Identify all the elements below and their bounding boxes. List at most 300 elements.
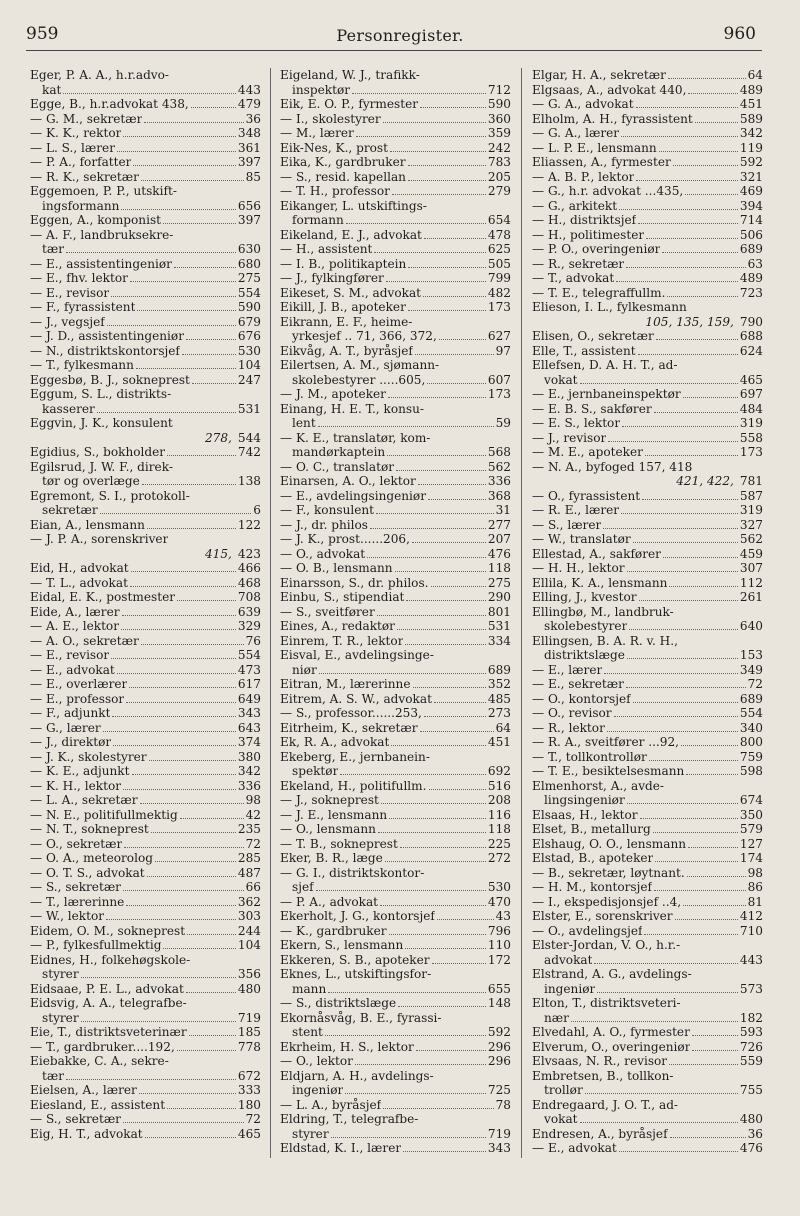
page-reference: 726 (739, 1039, 763, 1054)
register-entry (532, 706, 763, 721)
entry-text: — O. B., lensmann (280, 561, 393, 575)
entry-text: — G., h.r. advokat ...435, (532, 184, 684, 198)
entry-text: — H. M., kontorsjef (532, 880, 652, 894)
entry-text: — E., advokat (532, 1141, 617, 1155)
dot-leader (131, 571, 236, 572)
page-reference: 343 (237, 706, 261, 720)
page-reference: 778 (237, 1039, 261, 1054)
dot-leader (692, 1050, 737, 1051)
dot-leader (431, 586, 486, 587)
entry-text: — O., advokat (280, 546, 366, 561)
page-reference: 36 (245, 111, 261, 126)
entry-text: — O. A., meteorolog (30, 851, 153, 865)
dot-leader (627, 658, 738, 659)
page-reference: 374 (237, 735, 261, 749)
dot-leader (388, 397, 486, 398)
entry-text: Eines, A., redaktør (280, 619, 395, 633)
dot-leader (692, 1035, 738, 1036)
page-reference: 489 (739, 82, 763, 97)
dot-leader (112, 716, 235, 717)
entry-text: — T. H., professor (280, 184, 390, 198)
register-entry (280, 1127, 511, 1142)
entry-text: Eggvin, J. K., konsulent (30, 416, 173, 430)
dot-leader (144, 122, 243, 123)
page-reference: 697 (739, 387, 763, 401)
register-entry (280, 938, 511, 953)
dot-leader (121, 209, 236, 210)
register-entry (532, 242, 763, 257)
entry-text: — L. S., lærer (30, 140, 115, 155)
dot-leader (129, 687, 236, 688)
register-entry (532, 1127, 763, 1142)
register-entry (532, 924, 763, 939)
entry-text: advokat (544, 952, 593, 967)
entry-text: — E. B. S., sakfører (532, 401, 652, 416)
entry-text: Elstad, B., apoteker (532, 851, 654, 865)
page-reference: 654 (487, 213, 511, 227)
register-entry (30, 1054, 261, 1069)
entry-text: — G., lærer (30, 720, 101, 735)
entry-text: ingsformann (42, 198, 120, 213)
register-entry (30, 445, 261, 460)
register-entry (280, 1054, 511, 1069)
entry-text: formann (292, 213, 344, 227)
dot-leader (427, 383, 486, 384)
entry-text: Eitrheim, K., sekretær (280, 720, 418, 735)
entry-text: kat (42, 82, 62, 97)
entry-text: — O., revisor (532, 706, 612, 720)
dot-leader (429, 789, 486, 790)
entry-text: — J., sokneprest (280, 793, 379, 807)
page-reference: 568 (487, 445, 511, 459)
page-reference: 261 (739, 590, 763, 604)
register-entry (30, 141, 261, 156)
entry-text: — K. E., translatør, kom- (280, 430, 431, 445)
page-reference: 723 (739, 285, 763, 300)
register-entry (30, 735, 261, 750)
register-entry (532, 938, 763, 953)
page-reference: 554 (237, 285, 261, 300)
register-entry (532, 590, 763, 605)
entry-text: Eikanger, L. utskiftings- (280, 198, 427, 213)
dot-leader (428, 499, 486, 500)
page-reference: 205 (487, 169, 511, 184)
page-number-left: 959 (26, 24, 59, 44)
entry-text: — E., lærer (532, 662, 603, 677)
entry-text: Elmenhorst, A., avde- (532, 778, 665, 793)
register-entry (532, 1069, 763, 1084)
page-reference: 360 (487, 111, 511, 126)
entry-text: — A. O., sekretær (30, 633, 139, 648)
dot-leader (662, 252, 738, 253)
register-entry (532, 996, 763, 1011)
dot-leader (340, 774, 486, 775)
dot-leader (439, 339, 486, 340)
entry-text: — O., lektor (280, 1054, 353, 1068)
page-reference: 655 (487, 981, 511, 996)
page-reference: 6 (253, 503, 261, 517)
page-reference: 272 (487, 851, 511, 865)
register-entry (532, 619, 763, 634)
register-entry (280, 184, 511, 199)
page-reference: 482 (487, 285, 511, 300)
page-reference: 470 (487, 894, 511, 909)
entry-text: Eid, H., advokat (30, 561, 129, 575)
entry-text: — A. E., lektor (30, 619, 119, 633)
register-entry (532, 445, 763, 460)
register-entry (30, 706, 261, 721)
register-entry (280, 344, 511, 359)
page-reference: 562 (487, 459, 511, 474)
dot-leader (418, 484, 486, 485)
register-entry (30, 489, 261, 504)
entry-text: Eknes, L., utskiftingsfor- (280, 967, 432, 981)
entry-text: Elgar, H. A., sekretær (532, 68, 666, 82)
register-entry (30, 866, 261, 881)
entry-text: — K. H., lektor (30, 778, 122, 793)
entry-text: Ellingsen, B. A. R. v. H., (532, 633, 678, 648)
register-entry (532, 663, 763, 678)
page-reference: 469 (739, 184, 763, 198)
entry-text: — R., sekretær (532, 256, 625, 271)
entry-text: Eie, T., distriktsveterinær (30, 1025, 187, 1039)
entry-text: mandørkaptein (292, 445, 386, 459)
entry-text: Ekerholt, J. G., kontorsjef (280, 909, 435, 923)
entry-text: Ekrheim, H. S., lektor (280, 1039, 414, 1054)
entry-text: — T. E., telegraffullm. (532, 285, 666, 300)
entry-text: nær (544, 1010, 569, 1025)
dot-leader (597, 992, 738, 993)
register-column-1 (30, 68, 261, 1141)
entry-text: Elisen, O., sekretær (532, 329, 654, 343)
entry-text: styrer (42, 967, 79, 981)
dot-leader (137, 310, 235, 311)
entry-text: Eldjarn, A. H., avdelings- (280, 1068, 434, 1083)
register-entry (30, 605, 261, 620)
entry-text: — R. A., sveitfører ...92, (532, 735, 680, 749)
page-reference: 544 (237, 430, 261, 445)
register-entry (280, 663, 511, 678)
register-entry (280, 213, 511, 228)
dot-leader (319, 673, 486, 674)
register-entry (30, 503, 261, 518)
entry-text: — J., fylkingfører (280, 271, 384, 285)
register-entry (532, 822, 763, 837)
dot-leader (151, 832, 236, 833)
page-reference: 327 (739, 517, 763, 532)
page-reference: 689 (739, 691, 763, 706)
entry-text: Eikrann, E. F., heime- (280, 314, 413, 329)
dot-leader (187, 934, 236, 935)
page-reference: 343 (487, 1141, 511, 1155)
dot-leader (106, 919, 236, 920)
dot-leader (636, 180, 737, 181)
dot-leader (385, 861, 486, 862)
dot-leader (654, 890, 746, 891)
dot-leader (192, 383, 236, 384)
register-entry (280, 315, 511, 330)
register-entry (532, 735, 763, 750)
dot-leader (412, 542, 486, 543)
dot-leader (642, 499, 738, 500)
register-entry (532, 895, 763, 910)
entry-text: trollør (544, 1083, 583, 1097)
entry-text: Einrem, T. R., lektor (280, 633, 404, 648)
page-reference: 356 (237, 967, 261, 981)
register-entry (280, 242, 511, 257)
entry-text: — H., distriktsjef (532, 213, 637, 227)
register-entry (30, 199, 261, 214)
register-entry (280, 924, 511, 939)
register-entry (280, 692, 511, 707)
page-reference: 98 (747, 865, 763, 880)
page-reference: 476 (487, 546, 511, 561)
entry-text: Einarsson, S., dr. philos. (280, 575, 429, 590)
entry-text: Eik-Nes, K., prost (280, 140, 388, 155)
entry-text: Eker, B. R., læge (280, 851, 383, 865)
register-columns (30, 68, 762, 1158)
register-entry (532, 387, 763, 402)
dot-leader (386, 281, 486, 282)
entry-text: Eldring, T., telegrafbe- (280, 1112, 419, 1126)
register-entry (30, 953, 261, 968)
entry-text: Elgsaas, A., advokat 440, (532, 82, 687, 97)
register-entry (30, 518, 261, 533)
register-entry (280, 576, 511, 591)
dot-leader (191, 107, 236, 108)
register-entry (280, 605, 511, 620)
dot-leader (66, 252, 236, 253)
entry-text: Eldstad, K. I., lærer (280, 1141, 402, 1155)
page-reference: 59 (495, 416, 511, 430)
dot-leader (437, 919, 494, 920)
entry-text: Elsaas, H., lektor (532, 807, 638, 822)
register-entry (30, 1098, 261, 1113)
page-reference: 692 (487, 764, 511, 778)
register-entry (280, 387, 511, 402)
dot-leader (633, 542, 738, 543)
dot-leader (621, 513, 738, 514)
entry-text: Ellefsen, D. A. H. T., ad- (532, 358, 678, 372)
page-reference: 182 (739, 1010, 763, 1025)
page-reference: 180 (237, 1097, 261, 1112)
entry-text: Ekkeren, S. B., apoteker (280, 952, 430, 967)
register-entry (30, 315, 261, 330)
register-entry (280, 170, 511, 185)
page-reference: 617 (237, 677, 261, 691)
dot-leader (142, 484, 236, 485)
dot-leader (325, 1035, 486, 1036)
dot-leader (331, 1137, 486, 1138)
dot-leader (670, 1137, 746, 1138)
page-reference: 66 (245, 880, 261, 894)
dot-leader (420, 731, 494, 732)
dot-leader (405, 644, 485, 645)
entry-text: Eidnes, H., folkehøgskole- (30, 952, 191, 967)
register-entry (280, 228, 511, 243)
page-reference: 790 (739, 314, 763, 329)
register-entry (532, 880, 763, 895)
dot-leader (400, 847, 486, 848)
register-entry (280, 851, 511, 866)
register-entry (532, 692, 763, 707)
page-reference: 333 (237, 1083, 261, 1097)
page-reference: 466 (237, 561, 261, 575)
dot-leader (167, 1108, 236, 1109)
entry-text: Ekern, S., lensmann (280, 938, 404, 952)
register-entry (280, 996, 511, 1011)
dot-leader (123, 136, 235, 137)
register-entry (280, 518, 511, 533)
entry-text: — A. B. P., lektor (532, 169, 635, 184)
entry-text: sekretær (42, 503, 98, 517)
page-reference: 530 (487, 880, 511, 894)
dot-leader (163, 223, 236, 224)
entry-text: styrer (292, 1126, 329, 1141)
register-entry (280, 1098, 511, 1113)
register-entry (532, 837, 763, 852)
register-entry (280, 503, 511, 518)
dot-leader (389, 934, 486, 935)
page-reference: 104 (237, 938, 261, 952)
page-reference: 640 (739, 619, 763, 633)
register-entry (30, 300, 261, 315)
register-entry (280, 706, 511, 721)
page-reference: 530 (237, 343, 261, 358)
dot-leader (381, 803, 486, 804)
dot-leader (604, 673, 738, 674)
entry-text: — E., overlærer (30, 677, 128, 691)
register-entry (30, 619, 261, 634)
entry-text: — I., skolestyrer (280, 111, 381, 126)
page-reference: 710 (739, 923, 763, 938)
page-reference: 714 (739, 213, 763, 227)
dot-leader (416, 1050, 486, 1051)
register-entry (532, 1054, 763, 1069)
register-entry (30, 373, 261, 388)
dot-leader (117, 151, 236, 152)
entry-text: — E., avdelingsingeniør (280, 488, 426, 503)
register-entry (280, 489, 511, 504)
entry-text: Elton, T., distriktsveteri- (532, 996, 681, 1010)
entry-text: Eikeset, S. M., advokat (280, 285, 422, 300)
entry-text: — K. K., rektor (30, 126, 122, 140)
register-entry (532, 1083, 763, 1098)
entry-text: — T., advokat (532, 271, 615, 285)
page-reference: 361 (237, 140, 261, 155)
dot-leader (130, 281, 236, 282)
header-rule (26, 50, 762, 51)
page-reference: 307 (739, 561, 763, 575)
register-entry (532, 155, 763, 170)
register-entry (280, 474, 511, 489)
page-reference: 225 (487, 836, 511, 851)
page-reference: 680 (237, 256, 261, 271)
page-reference: 796 (487, 923, 511, 938)
register-entry (30, 532, 261, 547)
register-entry (30, 909, 261, 924)
register-entry (30, 547, 261, 562)
register-entry (532, 1098, 763, 1113)
page-reference: 489 (739, 271, 763, 285)
entry-text: Endregaard, J. O. T., ad- (532, 1097, 679, 1112)
register-entry (280, 199, 511, 214)
register-entry (532, 416, 763, 431)
register-entry (532, 329, 763, 344)
page-reference: 285 (237, 851, 261, 865)
dot-leader (403, 1151, 486, 1152)
register-entry (30, 880, 261, 895)
dot-leader (603, 528, 738, 529)
page-reference: 116 (487, 807, 511, 822)
entry-text: — P. O., overingeniør (532, 242, 661, 256)
entry-text: — J. E., lensmann (280, 807, 388, 822)
register-entry (532, 953, 763, 968)
entry-text: — K. E., adjunkt (30, 764, 130, 778)
register-entry (532, 1040, 763, 1055)
dot-leader (328, 992, 486, 993)
entry-text: Elster, E., sorenskriver (532, 909, 673, 923)
register-column-3 (532, 68, 763, 1156)
dot-leader (627, 803, 738, 804)
register-entry (532, 141, 763, 156)
entry-text: — F., konsulent (280, 503, 375, 517)
entry-text: vokat (544, 372, 578, 387)
entry-text: — G., arkitekt (532, 198, 618, 213)
entry-text: — J., direktør (30, 735, 112, 749)
register-entry (280, 373, 511, 388)
page-reference: 336 (487, 474, 511, 488)
dot-leader (155, 861, 236, 862)
dot-leader (395, 571, 486, 572)
entry-text: Elling, J., kvestor (532, 590, 637, 604)
page-reference: 476 (739, 1141, 763, 1155)
page-reference: 799 (487, 271, 511, 285)
register-entry (532, 982, 763, 997)
page-number-right: 960 (723, 24, 756, 44)
page-reference: 118 (487, 561, 511, 575)
page-reference: 590 (237, 300, 261, 314)
page-reference: 340 (739, 720, 763, 735)
register-entry (30, 851, 261, 866)
register-entry (532, 561, 763, 576)
entry-text: Eidal, E. K., postmester (30, 590, 176, 604)
register-entry (280, 68, 511, 83)
register-entry (30, 1011, 261, 1026)
dot-leader (640, 818, 738, 819)
entry-text: — K., gardbruker (280, 923, 387, 938)
register-entry (30, 982, 261, 997)
register-entry (280, 1112, 511, 1127)
entry-text: Eig, H. T., advokat (30, 1126, 143, 1141)
dot-leader (133, 165, 235, 166)
entry-text: — E., jernbaneinspektør (532, 387, 681, 401)
entry-text: Eika, K., gardbruker (280, 155, 406, 169)
register-entry (30, 416, 261, 431)
entry-text: — T. L., advokat (30, 575, 128, 590)
entry-text: — H., assistent (280, 242, 373, 256)
entry-text: — T., tollkontrollør (532, 749, 647, 764)
entry-text: Eisval, E., avdelingsinge- (280, 648, 434, 662)
register-entry (532, 402, 763, 417)
dot-leader (659, 151, 738, 152)
dot-leader (408, 267, 486, 268)
entry-text: Eian, A., lensmann (30, 517, 145, 532)
dot-leader (695, 122, 738, 123)
entry-text: — N. T., sokneprest (30, 822, 149, 836)
page-reference: 63 (747, 256, 763, 271)
entry-text: — E. S., lektor (532, 416, 621, 430)
